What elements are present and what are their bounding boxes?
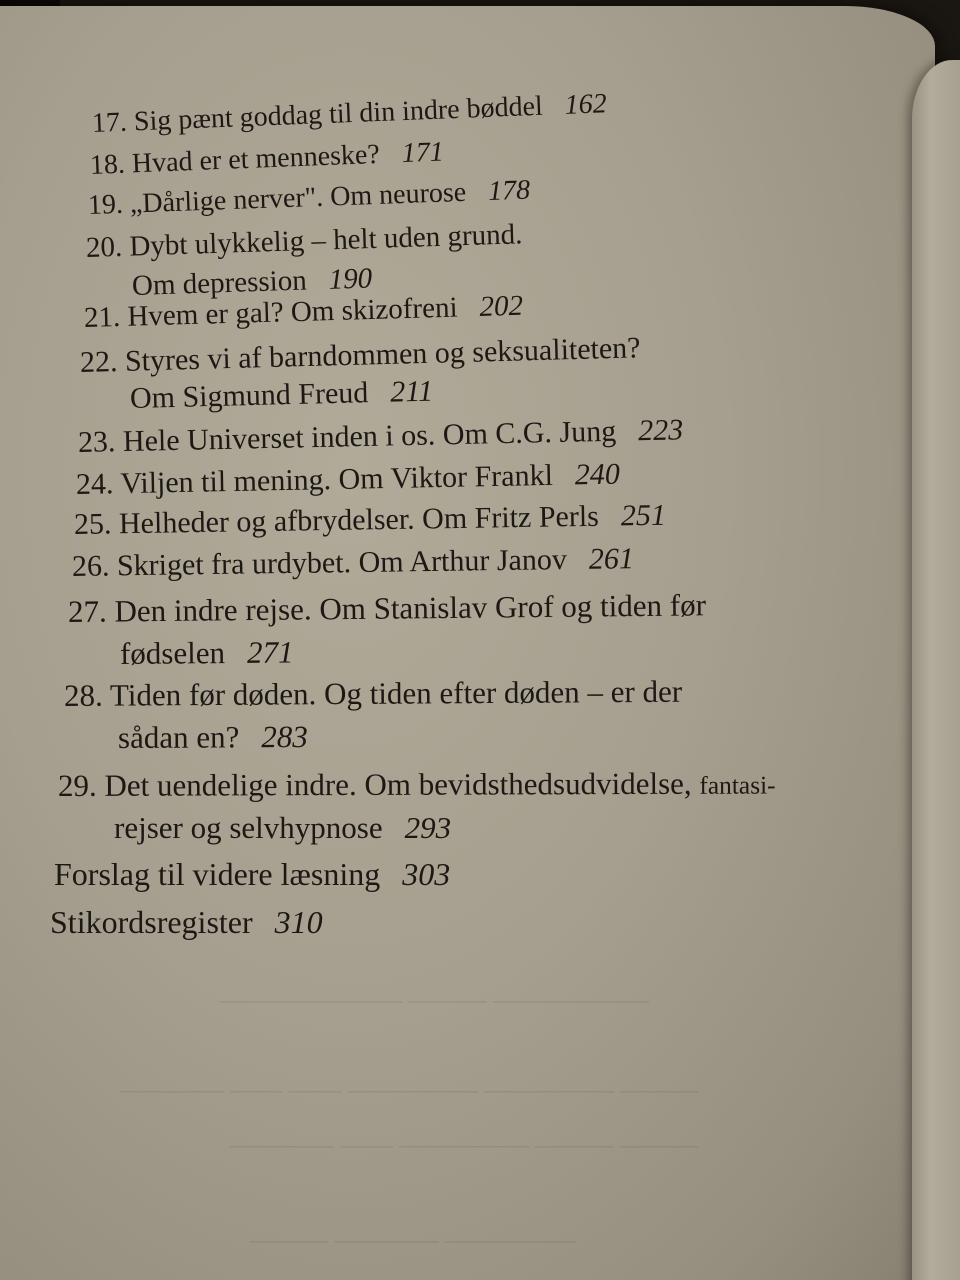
entry-number: 26. xyxy=(71,549,110,583)
entry-title-continued: fødselen xyxy=(119,635,226,671)
entry-page: 310 xyxy=(274,904,323,940)
entry-page: 283 xyxy=(261,719,308,755)
entry-title: Det uendelige indre. Om bevidsthedsudvidelse, xyxy=(104,765,692,803)
toc-entry-27-continued[interactable] xyxy=(120,636,294,669)
entry-page: 202 xyxy=(479,289,524,323)
entry-page: 240 xyxy=(574,457,621,492)
entry-title: Dybt ulykkelig – helt uden grund. xyxy=(128,218,523,263)
entry-number: 18. xyxy=(89,148,126,181)
entry-title-continued: sådan en? xyxy=(117,719,240,755)
entry-page: 293 xyxy=(404,810,452,845)
entry-page: 211 xyxy=(389,374,434,409)
entry-page: 223 xyxy=(637,413,684,448)
entry-title: Styres vi af barndommen og seksualiteten? xyxy=(124,331,641,378)
entry-page: 190 xyxy=(328,262,373,296)
toc-entry-29[interactable] xyxy=(58,767,776,801)
entry-number: 17. xyxy=(91,106,128,139)
entry-number: 22. xyxy=(79,345,118,379)
toc-entry-28[interactable] xyxy=(63,673,683,713)
toc-entry-22-continued[interactable] xyxy=(129,374,434,415)
entry-title: „Dårlige nerver". Om neurose xyxy=(129,176,467,220)
entry-title: Viljen til mening. Om Viktor Frankl xyxy=(120,458,554,501)
entry-title: Hvem er gal? Om skizofreni xyxy=(127,291,458,333)
entry-title: Skriget fra urdybet. Om Arthur Janov xyxy=(116,543,568,583)
toc-entry-18[interactable] xyxy=(89,138,444,180)
entry-title: Den indre rejse. Om Stanislav Grof og tiden før xyxy=(114,587,707,629)
entry-title: Forslag til videre læsning xyxy=(54,856,381,892)
entry-number: 20. xyxy=(85,230,123,264)
entry-title: Tiden før døden. Og tiden efter døden – er der xyxy=(109,673,683,713)
entry-number: 27. xyxy=(67,593,107,629)
entry-title-continued: Om Sigmund Freud xyxy=(129,376,369,415)
entry-number: 19. xyxy=(87,188,124,221)
toc-entry-26[interactable] xyxy=(72,544,634,582)
toc-entry-22[interactable] xyxy=(80,333,641,378)
entry-title: Hele Universet inden i os. Om C.G. Jung xyxy=(122,414,617,459)
entry-page: 271 xyxy=(246,634,294,670)
entry-number: 21. xyxy=(83,300,121,334)
toc-entry-19[interactable] xyxy=(87,174,531,221)
entry-title: Helheder og afbrydelser. Om Fritz Perls xyxy=(118,499,600,541)
entry-page: 162 xyxy=(564,88,608,121)
toc-entry-27[interactable] xyxy=(68,589,706,627)
entry-number: 28. xyxy=(63,677,103,713)
entry-page: 251 xyxy=(620,498,667,533)
toc-entry-index[interactable] xyxy=(50,906,323,938)
entry-title: Hvad er et menneske? xyxy=(131,138,381,180)
toc-entry-25[interactable] xyxy=(73,498,667,541)
entry-number: 29. xyxy=(57,767,97,803)
entry-title-continued: Om depression xyxy=(131,264,308,302)
toc-entry-24[interactable] xyxy=(75,457,621,501)
entry-title-small: fantasi- xyxy=(699,771,776,800)
entry-number: 25. xyxy=(73,507,112,541)
toc-entry-17[interactable] xyxy=(91,90,607,138)
entry-page: 171 xyxy=(401,136,445,170)
entry-title: Sig pænt goddag til din indre bøddel xyxy=(133,90,544,138)
entry-title: Stikordsregister xyxy=(50,904,253,940)
toc-entry-23[interactable] xyxy=(78,415,684,458)
entry-page: 303 xyxy=(402,856,451,892)
entry-number: 23. xyxy=(77,425,116,459)
entry-page: 261 xyxy=(588,542,635,576)
toc-entry-20[interactable] xyxy=(86,220,523,263)
toc-entry-further-reading[interactable] xyxy=(54,858,450,890)
entry-number: 24. xyxy=(75,467,114,501)
entry-page: 178 xyxy=(487,174,531,208)
entry-title-continued: rejser og selvhypnose xyxy=(114,810,383,845)
toc-entry-29-continued[interactable] xyxy=(114,812,451,843)
toc-entry-28-continued[interactable] xyxy=(118,721,308,753)
